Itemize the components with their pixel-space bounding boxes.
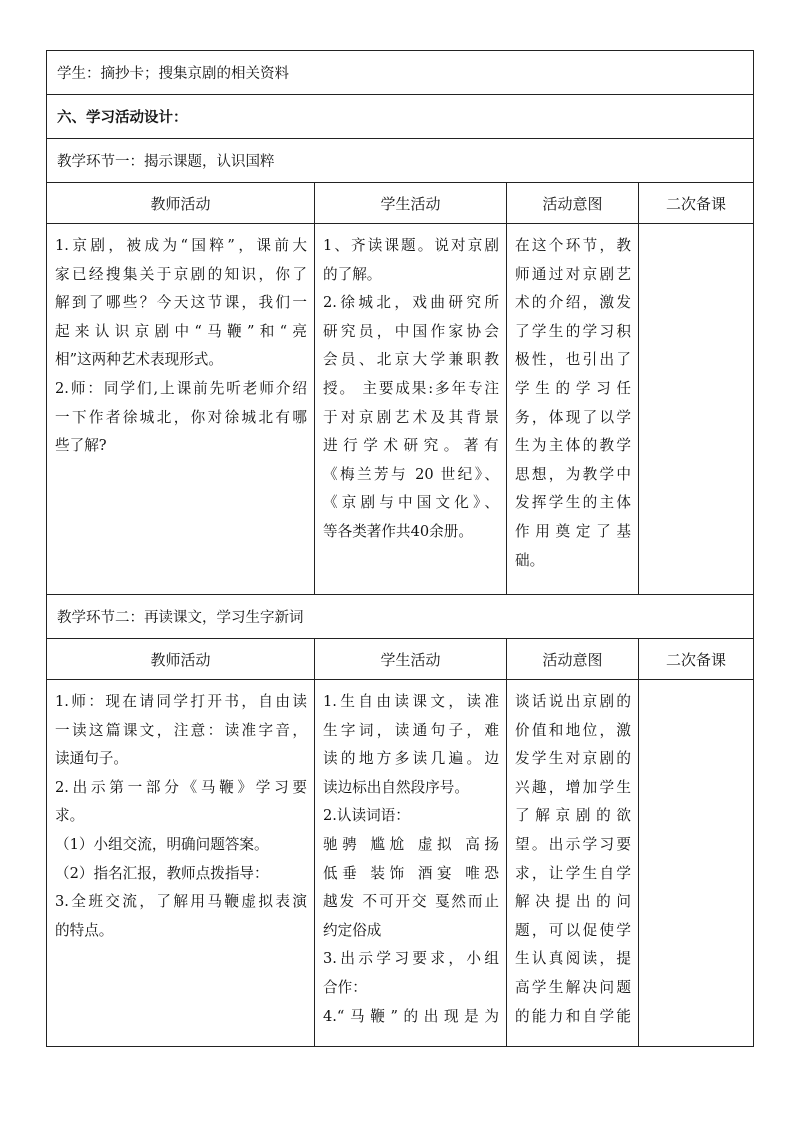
text-line: 2.徐城北，戏曲研究所 xyxy=(323,294,499,312)
text-line: 1.生自由读课文，读准 xyxy=(323,693,499,710)
text-line: 研究员，中国作家协会 xyxy=(323,322,499,340)
text-line: 的能力和自学能 xyxy=(515,1007,631,1025)
text-line: 发挥学生的主体 xyxy=(515,494,631,512)
text-line: 解决提出的问 xyxy=(515,893,631,911)
text-line: 授。 主要成果:多年专注 xyxy=(323,379,499,397)
text-line: 务，体现了以学 xyxy=(515,408,631,426)
text-line: 谈话说出京剧的 xyxy=(515,693,631,710)
text-line: 1、齐读课题。说对京剧 xyxy=(323,237,499,254)
text-line: 兴趣，增加学生 xyxy=(515,778,631,796)
stage-1-student-activity xyxy=(315,224,507,595)
text-line: 2.师：同学们,上课前先听老师介绍 xyxy=(55,379,307,397)
text-line: 础。 xyxy=(515,551,545,569)
text-line: 3.全班交流，了解用马鞭虚拟表演 xyxy=(55,893,307,911)
header-activity-intent: 活动意图 xyxy=(507,183,639,224)
stage-2-student-activity xyxy=(315,680,507,1047)
header-student-activity: 学生活动 xyxy=(315,183,507,224)
text-line: 2.出示第一部分《马鞭》学习要 xyxy=(55,778,307,796)
text-line: 家已经搜集关于京剧的知识，你了 xyxy=(55,265,307,283)
text-line: 约定俗成 xyxy=(323,921,382,939)
header-teacher-activity: 教师活动 xyxy=(47,639,315,680)
text-line: 1.师：现在请同学打开书，自由读 xyxy=(55,693,307,710)
text-line: 求，让学生自学 xyxy=(515,864,631,882)
text-line: 价值和地位，激 xyxy=(515,721,631,739)
text-line: 高学生解决问题 xyxy=(515,978,631,996)
header-activity-intent: 活动意图 xyxy=(507,639,639,680)
text-line: 《梅兰芳与 20 世纪》、 xyxy=(323,465,499,483)
stage-1-content-row xyxy=(47,224,754,595)
header-second-preparation: 二次备课 xyxy=(639,183,754,224)
stage-2-header-row xyxy=(47,639,754,680)
stage-1-title: 教学环节一：揭示课题，认识国粹 xyxy=(47,139,754,183)
header-teacher-activity: 教师活动 xyxy=(47,183,315,224)
text-line: 低垂 装饰 酒宴 唯恐 xyxy=(323,864,499,882)
lesson-plan-table xyxy=(46,50,754,1047)
text-line: 合作： xyxy=(323,978,367,996)
preparation-row: 学生：摘抄卡；搜集京剧的相关资料 xyxy=(47,51,754,95)
stage-2-content-row xyxy=(47,680,754,1047)
text-line: 一读这篇课文，注意：读准字音， xyxy=(55,721,307,739)
text-line: 会员、北京大学兼职教 xyxy=(323,351,499,369)
text-line: 生字词，读通句子，难 xyxy=(323,721,499,739)
stage-1-second-preparation xyxy=(639,224,754,595)
text-line: 3.出示学习要求，小组 xyxy=(323,950,499,968)
section-heading: 六、学习活动设计： xyxy=(47,95,754,139)
text-line: 等各类著作共40余册。 xyxy=(323,522,473,540)
text-line: 了学生的学习积 xyxy=(515,322,631,340)
text-line: 4.“马鞭”的出现是为 xyxy=(323,1007,499,1025)
text-line: 驰骋 尴尬 虚拟 高扬 xyxy=(323,835,499,853)
header-student-activity: 学生活动 xyxy=(315,639,507,680)
stage-2-title: 教学环节二：再读课文，学习生字新词 xyxy=(47,595,754,639)
text-line: 相”这两种艺术表现形式。 xyxy=(55,351,223,369)
text-line: 些了解? xyxy=(55,437,107,455)
lesson-plan-document xyxy=(46,50,753,1047)
text-line: 2.认读词语： xyxy=(323,807,410,825)
header-second-preparation: 二次备课 xyxy=(639,639,754,680)
stage-1-header-row xyxy=(47,183,754,224)
text-line: 《京剧与中国文化》、 xyxy=(323,494,499,512)
text-line: 的了解。 xyxy=(323,265,382,283)
stage-2-second-preparation xyxy=(639,680,754,1047)
text-line: 一下作者徐城北，你对徐城北有哪 xyxy=(55,408,307,426)
text-line: 生为主体的教学 xyxy=(515,437,631,455)
text-line: 了解京剧的欲 xyxy=(515,807,631,825)
stage-1-teacher-activity xyxy=(47,224,315,595)
text-line: 题，可以促使学 xyxy=(515,921,631,939)
text-line: 解到了哪些？今天这节课，我们一 xyxy=(55,294,307,312)
text-line: 在这个环节，教 xyxy=(515,237,631,254)
text-line: （1）小组交流，明确问题答案。 xyxy=(55,835,269,853)
text-line: 读通句子。 xyxy=(55,750,128,768)
stage-2-teacher-activity xyxy=(47,680,315,1047)
text-line: 读边标出自然段序号。 xyxy=(323,778,469,796)
text-line: 生认真阅读，提 xyxy=(515,950,631,968)
text-line: 术的介绍，激发 xyxy=(515,294,631,312)
text-line: 望。出示学习要 xyxy=(515,835,631,853)
stage-2-activity-intent xyxy=(507,680,639,1047)
text-line: 发学生对京剧的 xyxy=(515,750,631,768)
text-line: 起来认识京剧中“马鞭”和“亮 xyxy=(55,322,307,340)
text-line: 1.京剧，被成为“国粹”，课前大 xyxy=(55,237,307,254)
text-line: 越发 不可开交 戛然而止 xyxy=(323,893,499,911)
text-line: 师通过对京剧艺 xyxy=(515,265,631,283)
text-line: 求。 xyxy=(55,807,85,825)
text-line: 学生的学习任 xyxy=(515,379,631,397)
text-line: （2）指名汇报，教师点拨指导： xyxy=(55,864,269,882)
stage-1-activity-intent xyxy=(507,224,639,595)
text-line: 于对京剧艺术及其背景 xyxy=(323,408,499,426)
text-line: 作用奠定了基 xyxy=(515,522,631,540)
text-line: 思想，为教学中 xyxy=(515,465,631,483)
text-line: 极性，也引出了 xyxy=(515,351,631,369)
text-line: 的特点。 xyxy=(55,921,114,939)
text-line: 进行学术研究。著有 xyxy=(323,437,499,455)
text-line: 读的地方多读几遍。边 xyxy=(323,750,499,768)
